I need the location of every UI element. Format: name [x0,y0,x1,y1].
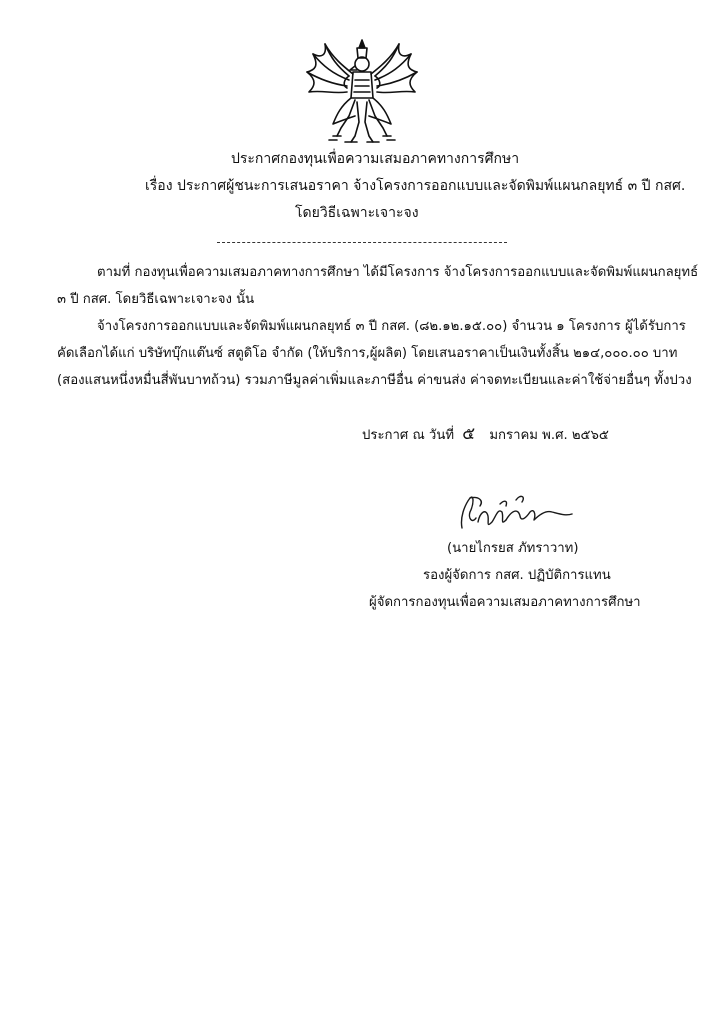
signatory-position-2: ผู้จัดการกองทุนเพื่อความเสมอภาคทางการศึกษา [369,595,641,610]
para1-line2: ๓ ปี กสศ. โดยวิธีเฉพาะเจาะจง นั้น [57,292,255,307]
announce-date [362,425,609,445]
garuda-emblem-icon [303,36,421,148]
heading-divider [217,242,507,243]
subject-heading: เรื่อง ประกาศผู้ชนะการเสนอราคา จ้างโครงการออกแบบและจัดพิมพ์แผนกลยุทธ์ ๓ ปี กสศ. [145,178,686,194]
para2-line2: คัดเลือกได้แก่ บริษัทบุ๊กแต๊นซ์ สตูดิโอ จำกัด (ให้บริการ,ผู้ผลิต) โดยเสนอราคาเป็นเงินทั้งสิ้น ๒๑๔,๐๐๐.๐๐ บาท [57,346,678,361]
handwritten-signature [456,488,576,540]
announce-day: ๕ [462,424,476,444]
para1-line1: ตามที่ กองทุนเพื่อความเสมอภาคทางการศึกษา ได้มีโครงการ จ้างโครงการออกแบบและจัดพิมพ์แผนกลยุทธ์ [97,265,699,280]
agency-heading: ประกาศกองทุนเพื่อความเสมอภาคทางการศึกษา [231,151,520,167]
signatory-name: (นายไกรยส ภัทราวาท) [447,541,579,556]
signatory-position-1: รองผู้จัดการ กสศ. ปฏิบัติการแทน [423,568,611,583]
announce-prefix: ประกาศ ณ วันที่ [362,428,455,443]
announce-month-year: มกราคม พ.ศ. ๒๕๖๕ [489,428,609,443]
method-heading: โดยวิธีเฉพาะเจาะจง [295,205,419,221]
para2-line1: จ้างโครงการออกแบบและจัดพิมพ์แผนกลยุทธ์ ๓ ปี กสศ. (๘๒.๑๒.๑๕.๐๐) จำนวน ๑ โครงการ ผู้ได้รับการ [97,319,686,334]
para2-line3: (สองแสนหนึ่งหมื่นสี่พันบาทถ้วน) รวมภาษีมูลค่าเพิ่มและภาษีอื่น ค่าขนส่ง ค่าจดทะเบียนและค่าใช้จ่ายอื่นๆ ทั้งปวง [57,373,692,388]
